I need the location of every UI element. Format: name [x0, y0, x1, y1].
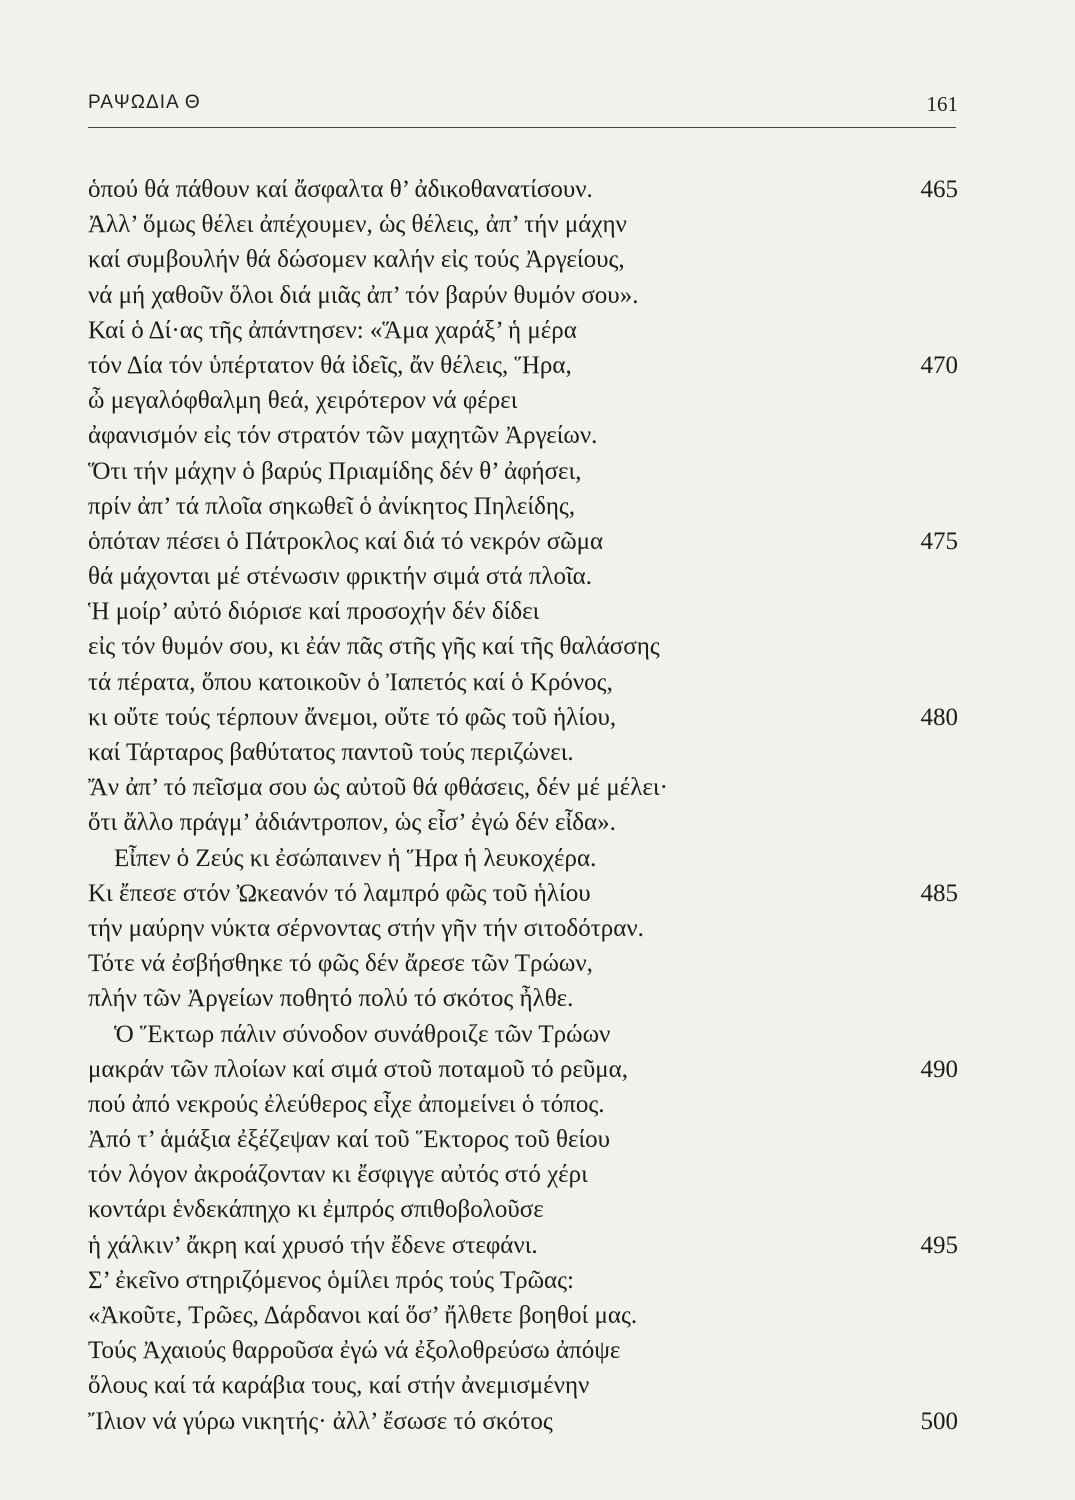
verse-line [88, 911, 958, 946]
verse-line [88, 629, 958, 664]
verse-number: 490 [920, 1055, 958, 1083]
verse-text: ὁπόταν πέσει ὁ Πάτροκλος καί διά τό νεκρόν σῶμα [88, 527, 604, 555]
verse-text: κοντάρι ἑνδεκάπηχο κι ἐμπρός σπιθοβολοῦσε [88, 1196, 544, 1224]
verse-text: Ἀλλ’ ὅμως θέλει ἀπέχουμεν, ὡς θέλεις, ἀπ’ τήν μάχην [88, 211, 627, 239]
verse-text: πού ἀπό νεκρούς ἐλεύθερος εἶχε ἀπομείνει ὁ τόπος. [88, 1090, 605, 1118]
verse-line [88, 981, 958, 1016]
verse-text: Ἴλιον νά γύρω νικητής· ἀλλ’ ἔσωσε τό σκότος [88, 1407, 553, 1435]
verse-text: Εἶπεν ὁ Ζεύς κι ἐσώπαινεν ἡ Ἥρα ἡ λευκοχέρα. [114, 844, 597, 872]
verse-block [88, 172, 958, 1439]
verse-text: ὅτι ἄλλο πράγμ’ ἀδιάντροπον, ὡς εἶσ’ ἐγώ δέν εἶδα». [88, 809, 616, 837]
verse-line [88, 665, 958, 700]
page-header [88, 92, 958, 124]
verse-line [88, 1263, 958, 1298]
verse-text: τόν Δία τόν ὑπέρτατον θά ἰδεῖς, ἄν θέλεις, Ἥρα, [88, 351, 572, 379]
verse-line [88, 876, 958, 911]
verse-text: Κι ἔπεσε στόν Ὠκεανόν τό λαμπρό φῶς τοῦ ἡλίου [88, 879, 591, 907]
verse-number: 495 [920, 1231, 958, 1259]
verse-line [88, 1157, 958, 1192]
verse-text: «Ἀκοῦτε, Τρῶες, Δάρδανοι καί ὅσ’ ἤλθετε βοηθοί μας. [88, 1302, 638, 1329]
verse-text: Ἡ μοίρ’ αὐτό διόρισε καί προσοχήν δέν δίδει [88, 598, 540, 626]
verse-text: ἡ χάλκιν’ ἄκρη καί χρυσό τήν ἔδενε στεφάνι. [88, 1231, 538, 1259]
verse-number: 500 [920, 1407, 958, 1435]
verse-text: μακράν τῶν πλοίων καί σιμά στοῦ ποταμοῦ τό ρεῦμα, [88, 1055, 629, 1083]
verse-line [88, 1052, 958, 1087]
verse-line [88, 735, 958, 770]
verse-line [88, 418, 958, 453]
verse-number: 465 [920, 176, 958, 203]
verse-line [88, 524, 958, 559]
verse-text: τήν μαύρην νύκτα σέρνοντας στήν γῆν τήν σιτοδότραν. [88, 914, 644, 942]
verse-text: πλήν τῶν Ἀργείων ποθητό πολύ τό σκότος ἦλθε. [88, 985, 574, 1013]
verse-line [88, 383, 958, 418]
page-number: 161 [926, 92, 958, 116]
verse-line [88, 313, 958, 348]
verse-text: κι οὔτε τούς τέρπουν ἄνεμοι, οὔτε τό φῶς τοῦ ἡλίου, [88, 703, 617, 731]
verse-text: Ὅτι τήν μάχην ὁ βαρύς Πριαμίδης δέν θ’ ἀφήσει, [88, 457, 582, 485]
verse-text: καί συμβουλήν θά δώσομεν καλήν εἰς τούς Ἀργείους, [88, 246, 625, 274]
verse-line [88, 770, 958, 805]
verse-line [88, 841, 958, 876]
verse-line [88, 489, 958, 524]
verse-line [88, 1298, 958, 1333]
verse-number: 470 [920, 351, 958, 379]
verse-number: 475 [920, 527, 958, 555]
verse-line [88, 1333, 958, 1368]
verse-number: 480 [920, 703, 958, 731]
verse-line [88, 172, 958, 207]
verse-text: ὁπού θά πάθουν καί ἄσφαλτα θ’ ἀδικοθανατίσουν. [88, 176, 593, 203]
verse-text: πρίν ἀπ’ τά πλοῖα σηκωθεῖ ὁ ἀνίκητος Πηλείδης, [88, 492, 576, 520]
verse-text: ὅλους καί τά καράβια τους, καί στήν ἀνεμισμένην [88, 1372, 590, 1400]
verse-line [88, 1404, 958, 1439]
verse-line [88, 242, 958, 277]
verse-text: Ἄν ἀπ’ τό πεῖσμα σου ὡς αὐτοῦ θά φθάσεις, δέν μέ μέλει· [88, 774, 668, 802]
verse-text: εἰς τόν θυμόν σου, κι ἐάν πᾶς στῆς γῆς καί τῆς θαλάσσης [88, 633, 660, 661]
verse-line [88, 594, 958, 629]
verse-number: 485 [920, 879, 958, 907]
verse-line [88, 1087, 958, 1122]
verse-line [88, 1017, 958, 1052]
header-rule [88, 127, 956, 128]
verse-line [88, 805, 958, 840]
verse-text: ἀφανισμόν εἰς τόν στρατόν τῶν μαχητῶν Ἀργείων. [88, 422, 598, 450]
verse-text: ὦ μεγαλόφθαλμη θεά, χειρότερον νά φέρει [88, 387, 518, 415]
verse-text: Τούς Ἀχαιούς θαρροῦσα ἐγώ νά ἐξολοθρεύσω ἀπόψε [88, 1337, 621, 1365]
verse-text: Καί ὁ Δί·ας τῆς ἀπάντησεν: «Ἅμα χαράξ’ ἡ μέρα [88, 316, 577, 344]
verse-text: τά πέρατα, ὅπου κατοικοῦν ὁ Ἰαπετός καί ὁ Κρόνος, [88, 668, 613, 696]
verse-line [88, 559, 958, 594]
verse-text: Ὁ Ἕκτωρ πάλιν σύνοδον συνάθροιζε τῶν Τρώων [114, 1020, 611, 1048]
verse-line [88, 1192, 958, 1227]
verse-line [88, 278, 958, 313]
verse-line [88, 946, 958, 981]
verse-text: νά μή χαθοῦν ὅλοι διά μιᾶς ἀπ’ τόν βαρύν θυμόν σου». [88, 281, 639, 309]
verse-text: καί Τάρταρος βαθύτατος παντοῦ τούς περιζώνει. [88, 739, 574, 766]
verse-text: θά μάχονται μέ στένωσιν φρικτήν σιμά στά πλοῖα. [88, 563, 593, 591]
verse-line [88, 454, 958, 489]
verse-text: τόν λόγον ἀκροάζονταν κι ἔσφιγγε αὐτός στό χέρι [88, 1161, 588, 1189]
verse-line [88, 1122, 958, 1157]
running-head: ΡΑΨΩΔΙΑ Θ [88, 92, 201, 113]
verse-line [88, 1368, 958, 1403]
verse-text: Σ’ ἐκεῖνο στηριζόμενος ὁμίλει πρός τούς Τρῶας: [88, 1266, 574, 1294]
verse-line [88, 348, 958, 383]
verse-text: Τότε νά ἐσβήσθηκε τό φῶς δέν ἄρεσε τῶν Τρώων, [88, 950, 593, 978]
verse-text: Ἀπό τ’ ἁμάξια ἐξέζεψαν καί τοῦ Ἕκτορος τοῦ θείου [88, 1126, 611, 1154]
verse-line [88, 1228, 958, 1263]
verse-line [88, 700, 958, 735]
verse-line [88, 207, 958, 242]
